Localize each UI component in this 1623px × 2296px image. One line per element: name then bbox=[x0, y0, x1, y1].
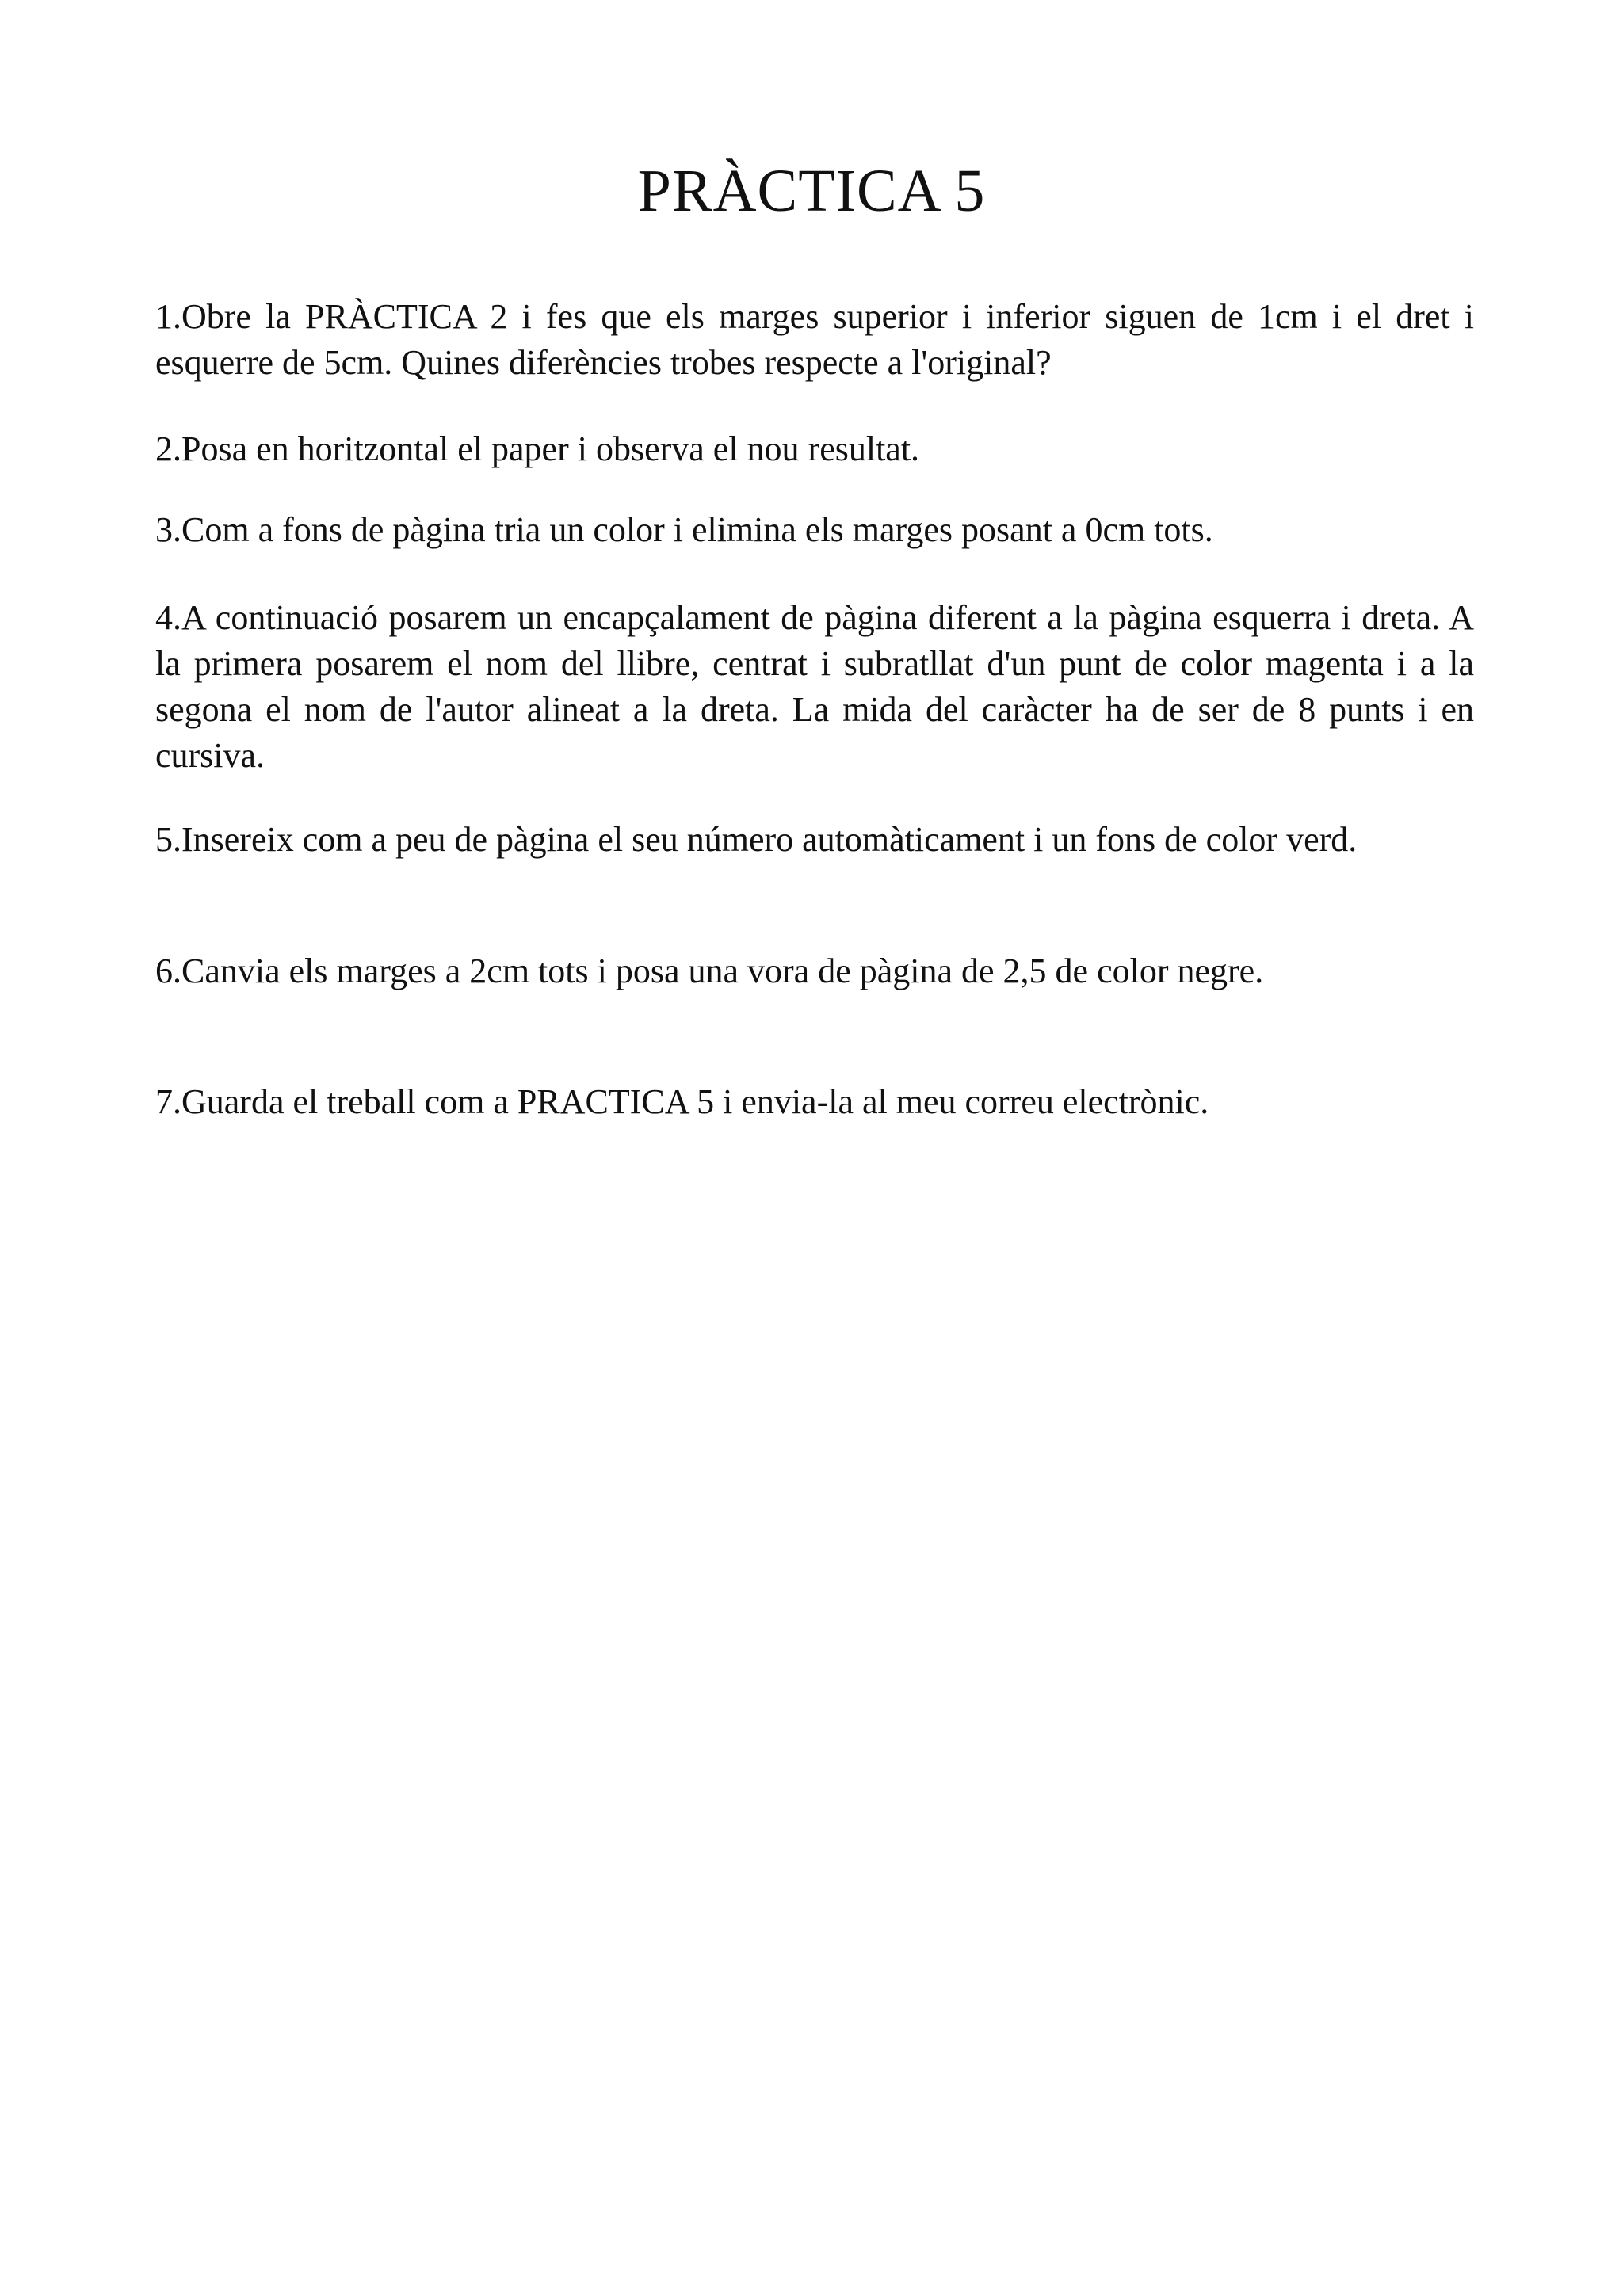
exercise-item-7: 7.Guarda el treball com a PRACTICA 5 i envia-la al meu correu electrònic. bbox=[155, 1082, 1209, 1121]
exercise-item-4: 4.A continuació posarem un encapçalament de pàgina diferent a la pàgina esquerra i dreta. A la primera posarem el nom del llibre, centrat i subratllat d'un punt de color magenta i a la segona el nom de l'autor alineat a la dreta. La mida del caràcter ha de ser de 8 punts i en cursiva. bbox=[155, 598, 1474, 775]
exercise-item-3: 3.Com a fons de pàgina tria un color i elimina els marges posant a 0cm tots. bbox=[155, 510, 1213, 549]
exercise-item-6: 6.Canvia els marges a 2cm tots i posa una vora de pàgina de 2,5 de color negre. bbox=[155, 952, 1264, 990]
exercise-item-5: 5.Insereix com a peu de pàgina el seu número automàticament i un fons de color verd. bbox=[155, 820, 1358, 859]
page-title: PRÀCTICA 5 bbox=[637, 158, 986, 224]
exercise-item-2: 2.Posa en horitzontal el paper i observa el nou resultat. bbox=[155, 429, 920, 468]
exercise-item-1: 1.Obre la PRÀCTICA 2 i fes que els marges superior i inferior siguen de 1cm i el dret i esquerre de 5cm. Quines diferències trobes respecte a l'original? bbox=[155, 297, 1474, 382]
